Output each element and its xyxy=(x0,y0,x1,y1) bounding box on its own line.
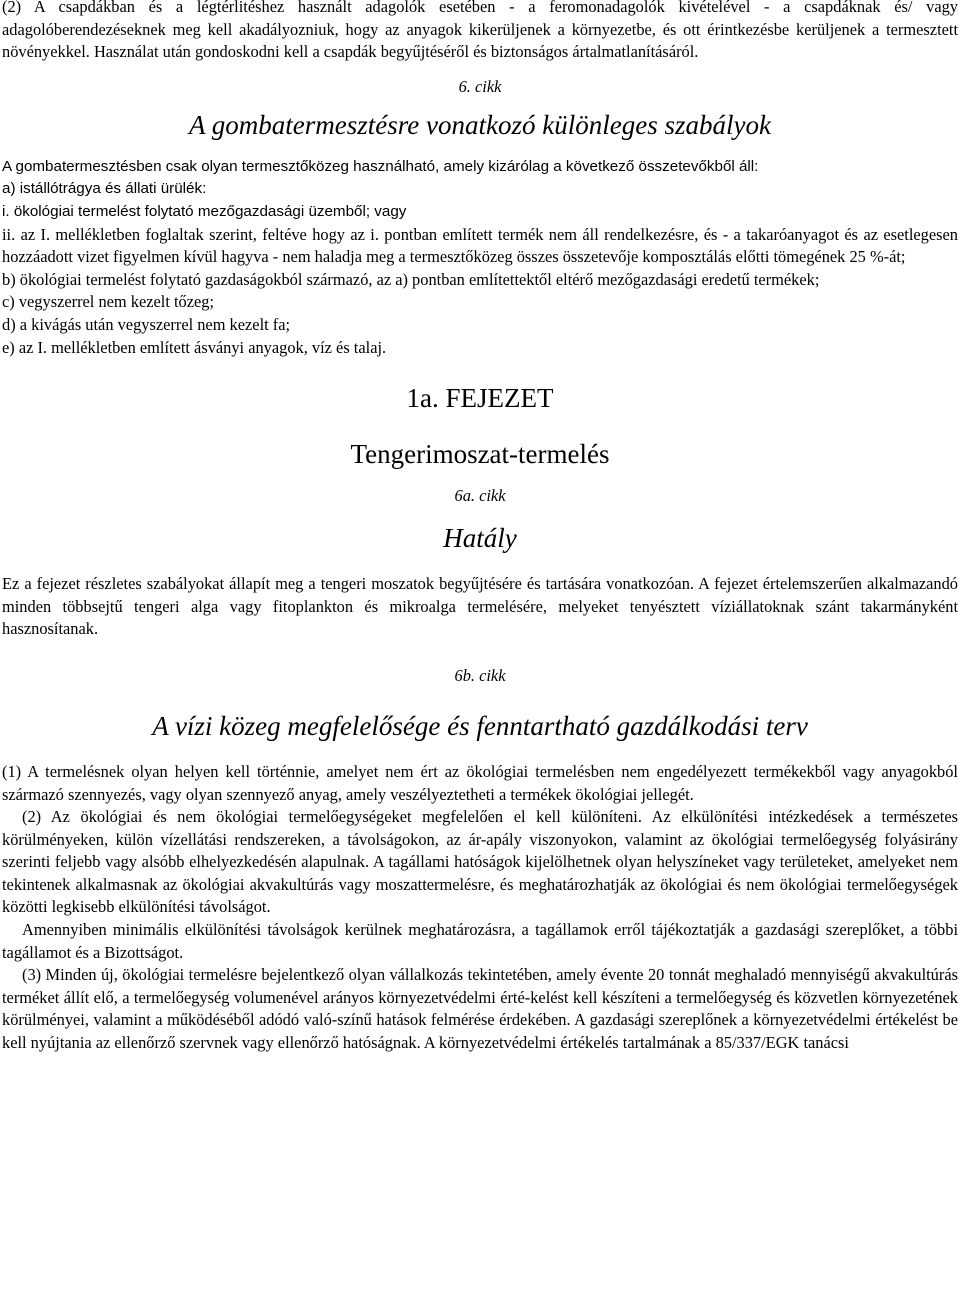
article-6-point-b: b) ökológiai termelést folytató gazdaságokból származó, az a) pontban említettektől eltérő mezőgazdasági eredetű termékek; xyxy=(2,269,820,289)
article-6b-paragraph-3: Amennyiben minimális elkülönítési távolságok kerülnek meghatározásra, a tagállamok erről tájékoztatják a gazdasági szereplőket, a többi tagállamot és a Bizottságot. xyxy=(2,920,958,962)
article-6a-number: 6a. cikk xyxy=(454,486,506,506)
article-6b-paragraph-4: (3) Minden új, ökológiai termelésre bejelentkező olyan vállalkozás tekintetében, amely évente 20 tonnát meghaladó mennyiségű akvakultúrás terméket állít elő, a termelőegység volumenével arányos környezetvédelmi érté-kelést kell készíteni a termelőegység és közvetlen környezetének körülményei, valamint a működéséből adódó való-színű hatások felmérése érdekében. A gazdasági szereplőnek a környezetvédelmi értékelést be kell nyújtania az ellenőrző szervnek vagy ellenőrző hatóságnak. A környezetvédelmi értékelés tartalmának a 85/337/EGK tanácsi xyxy=(2,965,958,1053)
chapter-number: 1a. FEJEZET xyxy=(406,383,554,414)
article-6-point-e: e) az I. mellékletben említett ásványi anyagok, víz és talaj. xyxy=(2,337,387,357)
article-6-body xyxy=(2,156,958,359)
article-6b-paragraph-2: (2) Az ökológiai és nem ökológiai termelőegységeket megfelelően el kell különíteni. Az elkülönítési intézkedések a természetes körülményeken, külön vízellátási rendszereken, a távolságokon, az ár-apály viszonyokon, valamint az ökológiai termelőegység folyásirány szerinti feljebb vagy alsóbb elhelyezkedésén alapulnak. A tagállami hatóságok kijelölhetnek olyan helyszíneket vagy területeket, amelyeket nem tekintenek alkalmasnak az ökológiai akvakultúrás vagy moszattermelésre, és meghatározhatják az ökológiai és nem ökológiai termelőegységek közötti legkisebb elkülönítési távolságot. xyxy=(2,807,958,917)
article-6-point-ii: ii. az I. mellékletben foglaltak szerint, feltéve hogy az i. pontban említett termék nem áll rendelkezésre, és - a takaróanyagot és az esetlegesen hozzáadott vizet figyelmen kívül hagyva - nem haladja meg a termesztőközeg összes összetevője komposztálás előtti tömegének 25 %-át; xyxy=(2,224,958,267)
chapter-title: Tengerimoszat-termelés xyxy=(350,439,610,470)
article-6-point-d: d) a kivágás után vegyszerrel nem kezelt fa; xyxy=(2,314,291,334)
article-6b-body xyxy=(2,761,958,1055)
article-6-line: a) istállótrágya és állati ürülék: xyxy=(2,180,207,198)
article-6-point-c: c) vegyszerrel nem kezelt tőzeg; xyxy=(2,292,215,312)
article-6b-paragraph-1: (1) A termelésnek olyan helyen kell történnie, amelyet nem ért az ökológiai termelésben nem engedélyezett termékekből vagy anyagokból származó szennyezés, vagy olyan szennyező anyag, amely veszélyeztetheti a termékek ökológiai jellegét. xyxy=(2,761,958,804)
article-6-number: 6. cikk xyxy=(458,76,502,96)
article-6-line: A gombatermesztésben csak olyan termesztőközeg használható, amely kizárólag a következő összetevőkből áll: xyxy=(2,157,759,175)
intro-paragraph: (2) A csapdákban és a légtérlitéshez használt adagolók esetében - a feromonadagolók kivételével - a csapdáknak és/ vagy adagolóberendezéseknek meg kell akadályozniuk, hogy az anyagok kikerüljenek a környezetbe, és ott érintkezésbe kerüljenek a termesztett növényekkel. Használat után gondoskodni kell a csapdák begyűjtéséről és biztonságos ártalmatlanításáról. xyxy=(2,0,958,62)
article-6b-title: A vízi közeg megfelelősége és fenntartható gazdálkodási terv xyxy=(152,710,808,741)
article-6-title: A gombatermesztésre vonatkozó különleges szabályok xyxy=(189,109,771,140)
article-6-line: i. ökológiai termelést folytató mezőgazdasági üzemből; vagy xyxy=(2,202,407,220)
article-6a-text: Ez a fejezet részletes szabályokat állapít meg a tengeri moszatok begyűjtésére és tartására vonatkozóan. A fejezet értelemszerűen alkalmazandó minden többsejtű tengeri alga vagy fitoplankton és mikroalga termelésére, melyeket tenyésztett víziállatoknak szánt takarmányként hasznosítanak. xyxy=(2,574,958,639)
article-6a-title: Hatály xyxy=(443,523,517,554)
article-6b-number: 6b. cikk xyxy=(454,665,506,685)
